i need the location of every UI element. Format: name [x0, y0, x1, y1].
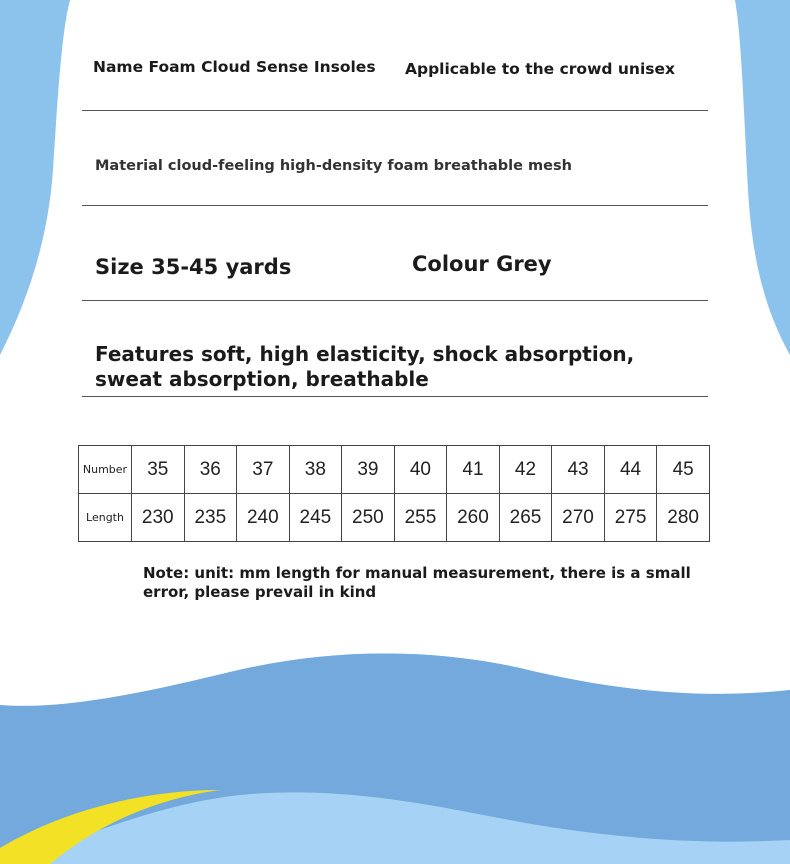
number-cell: 37	[237, 446, 290, 494]
measurement-note: Note: unit: mm length for manual measurement, there is a small error, please prevail in kind	[143, 564, 691, 601]
row-header-number: Number	[79, 446, 132, 494]
number-cell: 42	[499, 446, 552, 494]
number-cell: 39	[342, 446, 395, 494]
length-cell: 255	[394, 494, 447, 542]
applicable-crowd: Applicable to the crowd unisex	[405, 60, 675, 78]
size-chart-table	[78, 445, 710, 542]
length-cell: 270	[552, 494, 605, 542]
number-cell: 44	[604, 446, 657, 494]
length-cell: 265	[499, 494, 552, 542]
number-cell: 45	[657, 446, 710, 494]
number-cell: 35	[132, 446, 185, 494]
material-text: Material cloud-feeling high-density foam breathable mesh	[95, 158, 572, 174]
number-cell: 43	[552, 446, 605, 494]
length-cell: 260	[447, 494, 500, 542]
table-row-length	[79, 494, 710, 542]
number-cell: 41	[447, 446, 500, 494]
length-cell: 280	[657, 494, 710, 542]
length-cell: 240	[237, 494, 290, 542]
length-cell: 230	[132, 494, 185, 542]
length-cell: 250	[342, 494, 395, 542]
features-text: Features soft, high elasticity, shock absorption, sweat absorption, breathable	[95, 342, 635, 391]
size-range: Size 35-45 yards	[95, 255, 292, 279]
number-cell: 40	[394, 446, 447, 494]
product-name: Name Foam Cloud Sense Insoles	[93, 58, 376, 76]
length-cell: 245	[289, 494, 342, 542]
number-cell: 38	[289, 446, 342, 494]
colour-text: Colour Grey	[412, 252, 552, 276]
table-row-number	[79, 446, 710, 494]
divider	[82, 396, 708, 397]
length-cell: 275	[604, 494, 657, 542]
divider	[82, 205, 708, 206]
row-header-length: Length	[79, 494, 132, 542]
divider	[82, 110, 708, 111]
divider	[82, 300, 708, 301]
length-cell: 235	[184, 494, 237, 542]
number-cell: 36	[184, 446, 237, 494]
